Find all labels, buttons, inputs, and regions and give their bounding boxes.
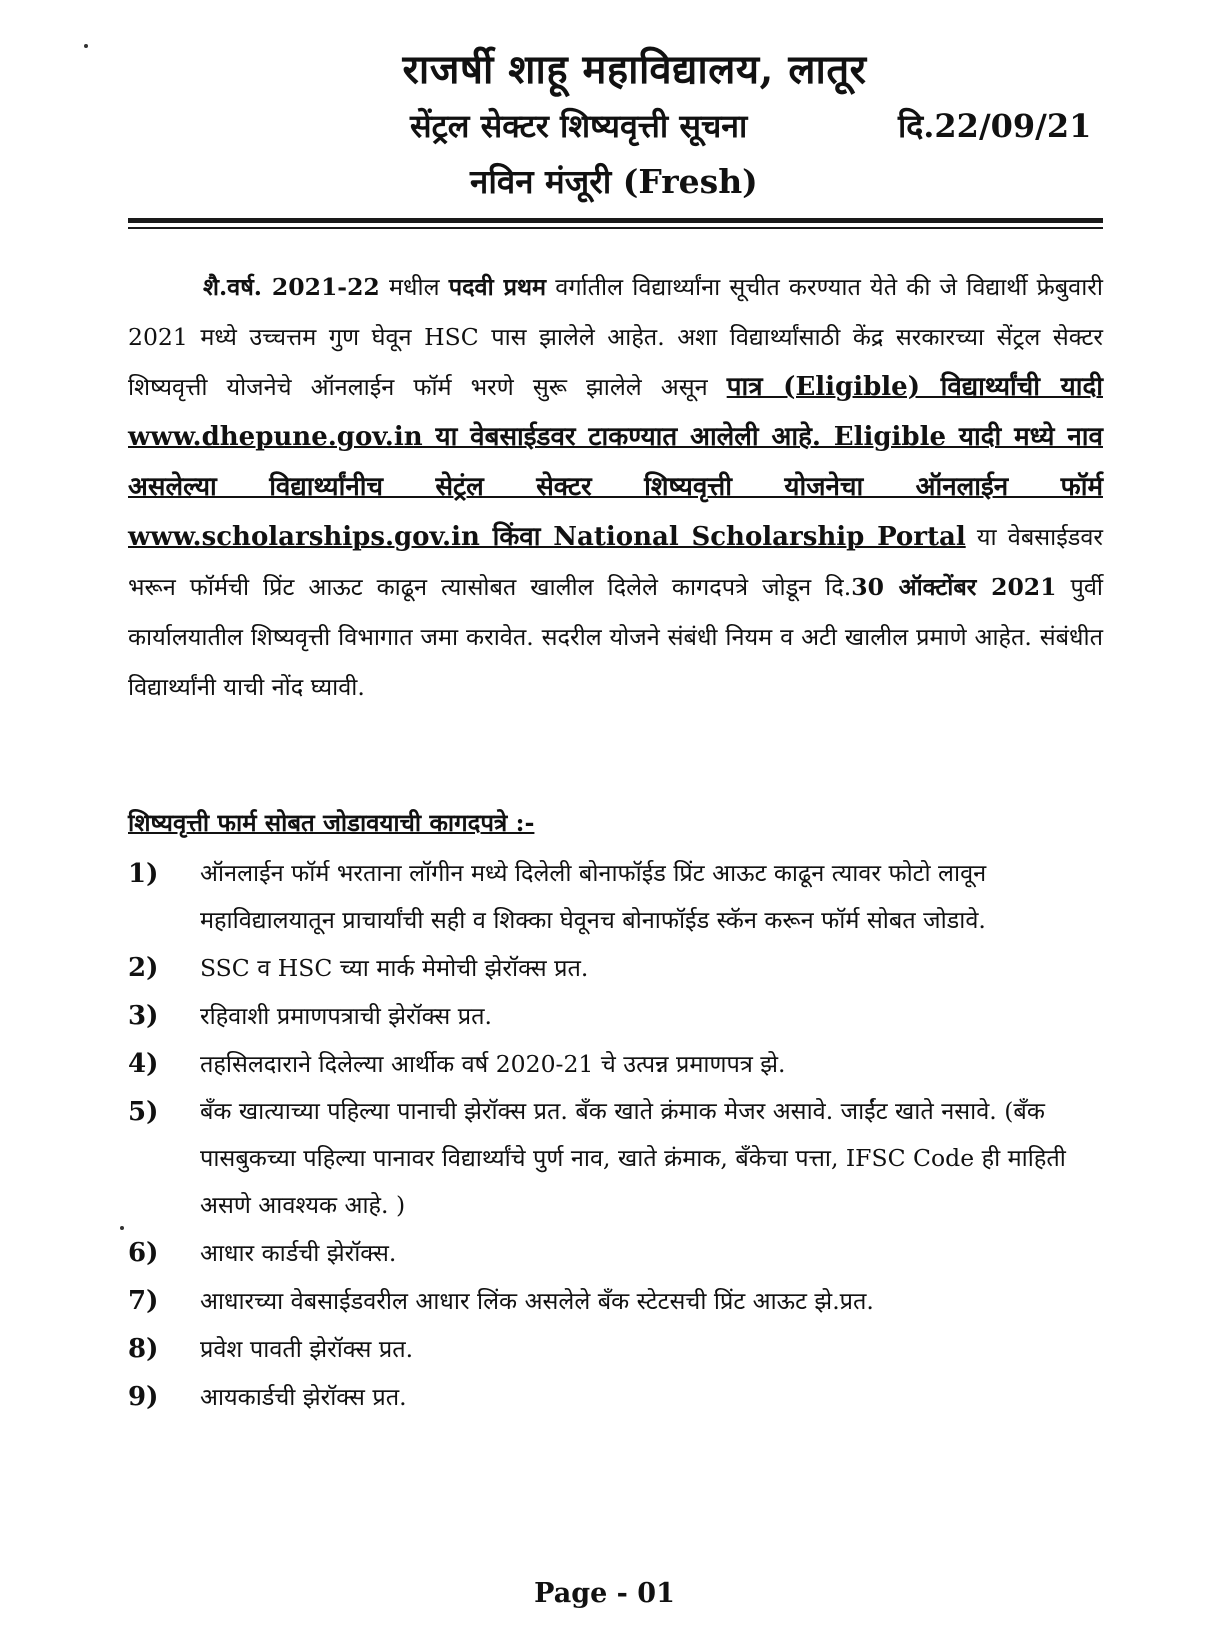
scan-speck (120, 1226, 124, 1230)
academic-year: शै.वर्ष. 2021-22 (203, 273, 380, 301)
notice-date: दि.22/09/21 (898, 107, 1092, 145)
list-item-number: 7) (128, 1286, 159, 1316)
list-item (128, 1040, 1103, 1088)
deadline-date: 30 ऑक्टोंबर 2021 (851, 573, 1057, 601)
header-divider (128, 218, 1103, 223)
list-item-text: रहिवाशी प्रमाणपत्राची झेरॉक्स प्रत. (200, 1002, 492, 1030)
body-text-segment: वर्गातील विद्यार्थ्यांना सूचीत करण्यात येते की जे विद्यार्थी फ्रेबुवारी 2021 मध्ये उच्चत्तम गुण घेवून HSC पास झालेले आहेत. अशा विद्यार्थ्यांसाठी केंद्र सरकारच्या सेंट्रल सेक्टर शिष्यवृत्ती योजनेचे ऑनलाईन फॉर्म भरणे सुरू झालेले असून (128, 273, 1104, 401)
list-item (128, 1373, 1103, 1421)
list-item (128, 992, 1103, 1040)
list-item (128, 1325, 1103, 1373)
list-item (128, 944, 1103, 992)
header-divider-thin (128, 227, 1103, 229)
list-item-text: ऑनलाईन फॉर्म भरताना लॉगीन मध्ये दिलेली बोनाफॉईड प्रिंट आऊट काढून त्यावर फोटो लावून महाविद्यालयातून प्राचार्यांची सही व शिक्का घेवूनच बोनाफॉईड स्कॅन करून फॉर्म सोबत जोडावे. (200, 859, 987, 934)
documents-heading: शिष्यवृत्ती फार्म सोबत जोडावयाची कागदपत्रे :- (128, 808, 535, 837)
list-item-number: 2) (128, 953, 159, 983)
college-title: राजर्षी शाहू महाविद्यालय, लातूर (402, 46, 867, 93)
list-item (128, 1277, 1103, 1325)
list-item-number: 8) (128, 1334, 159, 1364)
documents-list (128, 850, 1103, 1421)
body-text-segment: मधील (379, 273, 449, 301)
notice-subtitle: नविन मंजूरी (Fresh) (470, 162, 758, 201)
list-item-number: 3) (128, 1001, 159, 1031)
page-number: Page - 01 (534, 1578, 675, 1609)
list-item-text: आधार कार्डची झेरॉक्स. (200, 1239, 397, 1267)
list-item-number: 1) (128, 859, 159, 889)
list-item-number: 4) (128, 1049, 159, 1079)
list-item-text: बॅंक खात्याच्या पहिल्या पानाची झेरॉक्स प्रत. बॅंक खाते क्रंमाक मेजर असावे. जाईंट खाते नसावे. (बॅंक पासबुकच्या पहिल्या पानावर विद्यार्थ्यांचे पुर्ण नाव, खाते क्रंमाक, बॅंकेचा पत्ता, IFSC Code ही माहिती असणे आवश्यक आहे. ) (200, 1097, 1066, 1219)
list-item-text: SSC व HSC च्या मार्क मेमोची झेरॉक्स प्रत. (200, 954, 589, 982)
notice-body (128, 262, 1103, 712)
list-item-text: आयकार्डची झेरॉक्स प्रत. (200, 1383, 407, 1411)
list-item-text: प्रवेश पावती झेरॉक्स प्रत. (200, 1335, 414, 1363)
list-item-number: 5) (128, 1097, 159, 1127)
class-name: पदवी प्रथम (448, 273, 547, 301)
list-item-number: 9) (128, 1382, 159, 1412)
notice-title: सेंट्रल सेक्टर शिष्यवृत्ती सूचना (410, 107, 748, 145)
body-text-segment: पुर्वी कार्यालयातील शिष्यवृत्ती विभागात जमा करावेत. सदरील योजने संबंधी नियम व अटी खालील प्रमाणे आहेत. संबंधीत विद्यार्थ्यांनी याची नोंद घ्यावी. (128, 573, 1103, 701)
list-item (128, 1229, 1103, 1277)
list-item-text: आधारच्या वेबसाईडवरील आधार लिंक असलेले बॅंक स्टेटसची प्रिंट आऊट झे.प्रत. (200, 1287, 874, 1315)
eligible-list-notice: पात्र (Eligible) विद्यार्थ्यांची यादी www.dhepune.gov.in या वेबसाईडवर टाकण्यात आलेली आहे. Eligible यादी मध्ये नाव असलेल्या विद्यार्थ्यांनीच सेट्रंल सेक्टर शिष्यवृत्ती योजनेचा ऑनलाईन फॉर्म www.scholarships.gov.in किंवा National Scholarship Portal (128, 372, 1103, 552)
list-item (128, 1088, 1103, 1229)
body-text-segment: या वेबसाईडवर भरून फॉर्मची प्रिंट आऊट काढून त्यासोबत खालील दिलेले कागदपत्रे जोडून दि. (128, 523, 1103, 601)
list-item-text: तहसिलदाराने दिलेल्या आर्थीक वर्ष 2020-21 चे उत्पन्न प्रमाणपत्र झे. (200, 1050, 786, 1078)
list-item-number: 6) (128, 1238, 159, 1268)
list-item (128, 850, 1103, 944)
